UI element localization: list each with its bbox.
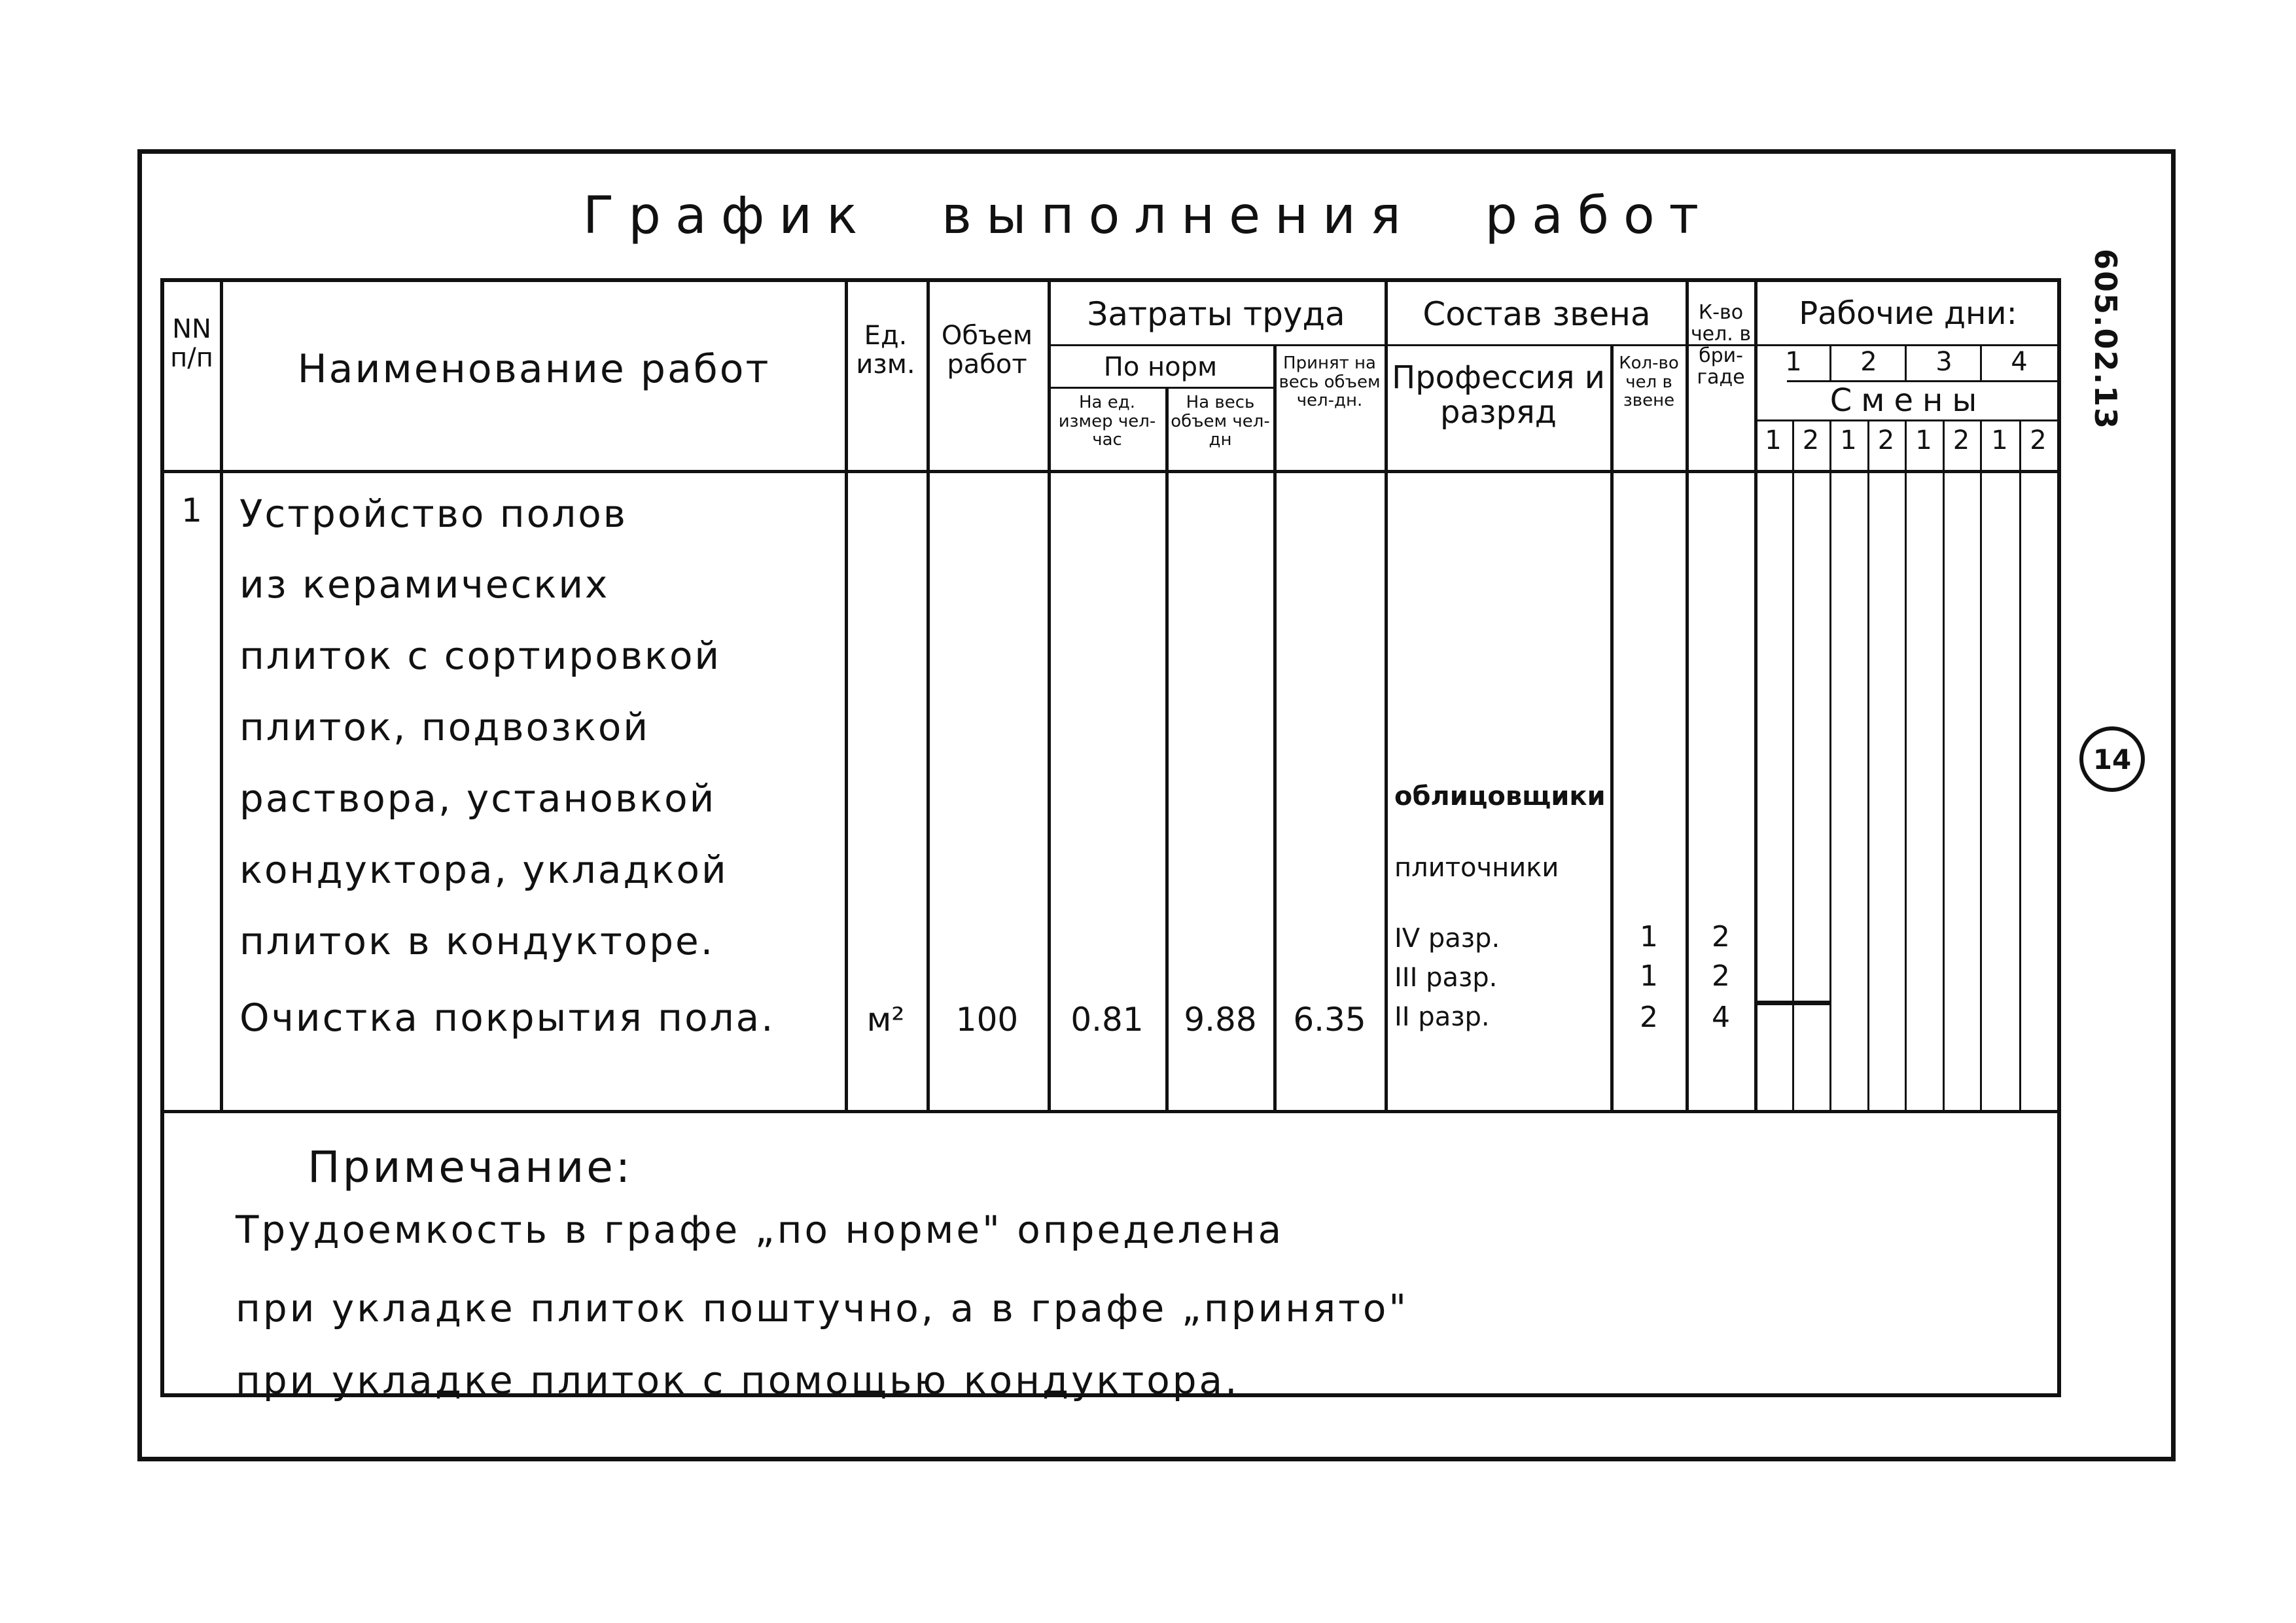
- col-line-6: [1273, 344, 1277, 1110]
- header-shift-2: 2: [1802, 425, 1820, 455]
- header-shift-5: 1: [1915, 425, 1932, 455]
- brigade-count-2: 2: [1712, 959, 1730, 993]
- shift-sep-6: [1980, 419, 1982, 1110]
- work-line-6: кондуктора, укладкой: [239, 847, 728, 892]
- row-per-volume: 9.88: [1184, 1001, 1257, 1039]
- header-by-norm: По норм: [1103, 352, 1218, 382]
- work-line-5: раствора, установкой: [239, 776, 716, 821]
- header-shift-8: 2: [2030, 425, 2047, 455]
- document-code: 605.02.13: [2088, 249, 2123, 430]
- shift-sep-4: [1905, 419, 1907, 1110]
- header-bottom-line: [164, 470, 2058, 473]
- day-sep-1: [1829, 344, 1831, 380]
- work-line-3: плиток с сортировкой: [239, 633, 722, 678]
- row-unit: м²: [866, 1001, 905, 1039]
- work-line-2: из керамических: [239, 562, 610, 607]
- header-day-1: 1: [1785, 347, 1802, 377]
- crew-count-2: 1: [1640, 959, 1658, 993]
- profession-line-5: II разр.: [1394, 1002, 1490, 1032]
- page-mark: [2079, 726, 2145, 792]
- header-labor: Затраты труда: [1087, 295, 1345, 333]
- body-bottom-line: [164, 1110, 2058, 1113]
- note-line-1: Трудоемкость в графе „по норме" определена: [236, 1207, 1284, 1252]
- profession-line-1: облицовщики: [1394, 781, 1606, 812]
- work-line-7: плиток в кондукторе.: [239, 919, 715, 963]
- header-unit: Ед. изм.: [856, 321, 915, 380]
- day-sep-2: [1905, 344, 1907, 380]
- shift-sep-5: [1943, 419, 1945, 1110]
- header-per-volume: На весь объем чел-дн: [1171, 393, 1270, 450]
- page-title: График выполнения работ: [582, 187, 1714, 245]
- col-line-3: [927, 282, 930, 1110]
- header-crew: Состав звена: [1422, 295, 1651, 333]
- header-shift-4: 2: [1877, 425, 1895, 455]
- brigade-count-1: 2: [1712, 920, 1730, 954]
- header-crew-count: Кол-во чел в звене: [1619, 353, 1679, 411]
- note-line-2: при укладке плиток поштучно, а в графе „принято": [236, 1286, 1409, 1330]
- header-work-days: Рабочие дни:: [1799, 295, 2017, 332]
- header-work-name: Наименование работ: [297, 346, 771, 392]
- header-day-3: 3: [1935, 347, 1952, 377]
- page-mark-text: 14: [2093, 743, 2132, 776]
- header-per-unit: На ед. измер чел-час: [1058, 393, 1156, 450]
- header-shift-7: 1: [1991, 425, 2008, 455]
- row-accepted: 6.35: [1293, 1001, 1366, 1039]
- col-line-2: [845, 282, 848, 1110]
- header-number: NN п/п: [170, 314, 213, 373]
- col-line-1: [220, 282, 223, 1110]
- header-shift-3: 1: [1840, 425, 1857, 455]
- row-number: 1: [181, 491, 202, 529]
- profession-line-3: IV разр.: [1394, 923, 1500, 954]
- header-line-1: [1048, 344, 2058, 346]
- crew-count-1: 1: [1640, 920, 1658, 954]
- note-title: Примечание:: [308, 1142, 633, 1192]
- brigade-count-3: 4: [1712, 1001, 1730, 1034]
- note-line-3: при укладке плиток с помощью кондуктора.: [236, 1358, 1240, 1402]
- header-shift-6: 2: [1952, 425, 1970, 455]
- gantt-bar: [1754, 1001, 1829, 1005]
- shift-label-line: [1754, 419, 2058, 421]
- work-line-1: Устройство полов: [239, 491, 627, 536]
- crew-count-3: 2: [1640, 1001, 1658, 1034]
- work-line-8: Очистка покрытия пола.: [239, 995, 775, 1040]
- shift-sep-3: [1867, 419, 1869, 1110]
- header-accepted: Принят на весь объем чел-дн.: [1279, 353, 1381, 411]
- shift-sep-1: [1792, 419, 1794, 1110]
- shift-sep-2: [1829, 419, 1831, 1110]
- header-volume: Объем работ: [941, 321, 1033, 380]
- profession-line-2: плиточники: [1394, 853, 1559, 883]
- row-volume: 100: [955, 1001, 1019, 1039]
- header-brigade-count: К-во чел. в бри-гаде: [1690, 301, 1752, 389]
- header-shifts: Смены: [1829, 382, 1987, 419]
- header-line-2: [1048, 387, 1273, 389]
- row-per-unit: 0.81: [1070, 1001, 1144, 1039]
- header-shift-1: 1: [1765, 425, 1782, 455]
- header-profession: Профессия и разряд: [1392, 359, 1605, 431]
- shift-sep-7: [2019, 419, 2021, 1110]
- work-line-4: плиток, подвозкой: [239, 705, 650, 749]
- col-line-8: [1610, 344, 1614, 1110]
- header-day-4: 4: [2011, 347, 2028, 377]
- profession-line-4: III разр.: [1394, 963, 1498, 993]
- header-day-2: 2: [1860, 347, 1877, 377]
- day-sep-3: [1980, 344, 1982, 380]
